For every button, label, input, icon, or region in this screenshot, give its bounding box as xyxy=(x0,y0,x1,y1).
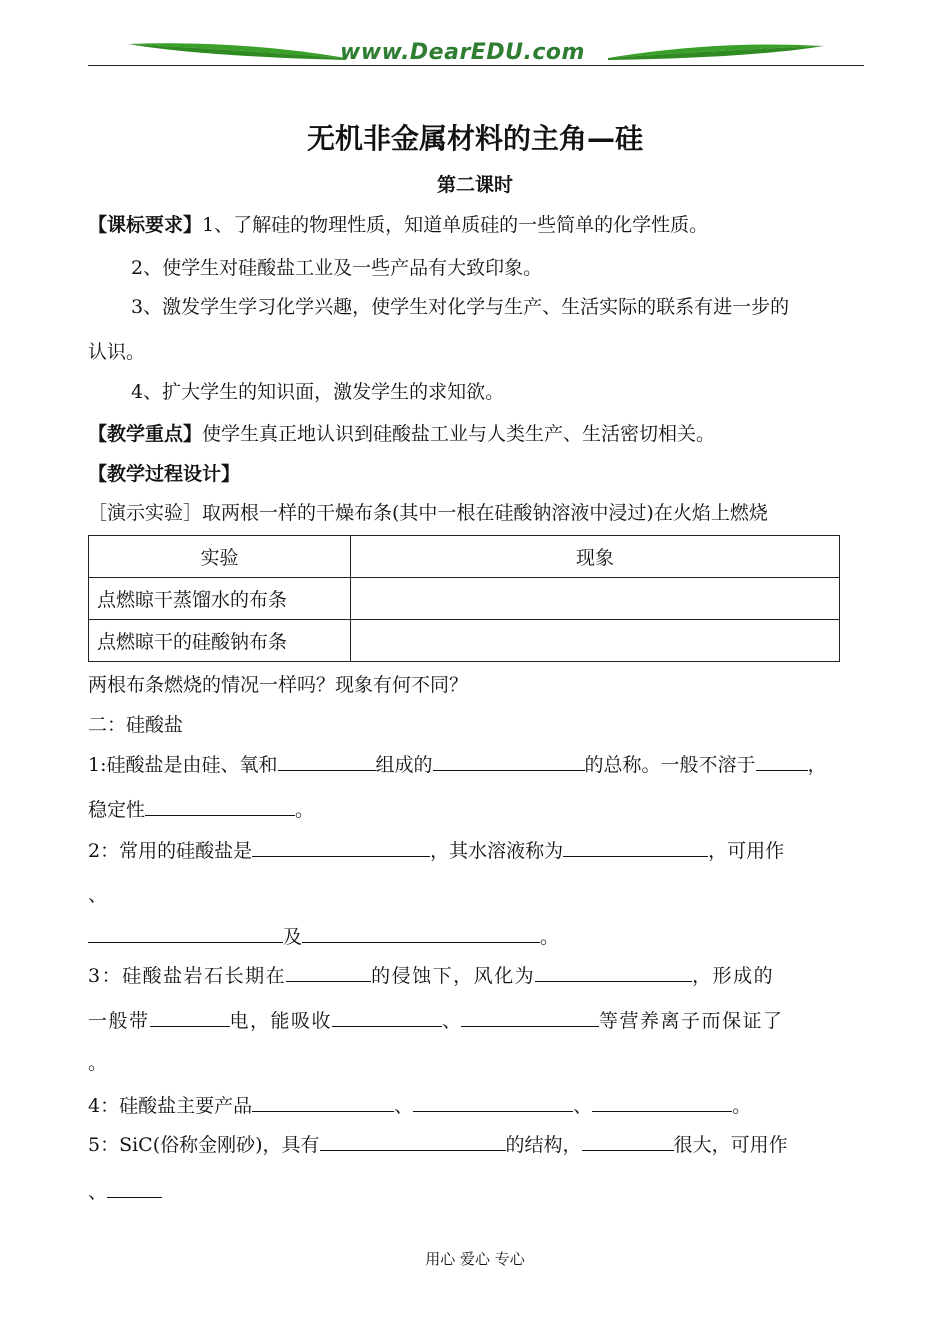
fill-blank[interactable] xyxy=(88,924,283,943)
requirements-item-2: 2、使学生对硅酸盐工业及一些产品有大致印象。 xyxy=(131,257,543,279)
q5-text: 的结构， xyxy=(505,1134,582,1156)
fill-blank[interactable] xyxy=(461,1008,599,1027)
q2-text: ，其水溶液称为 xyxy=(430,840,564,862)
table-cell: 点燃晾干的硅酸钠布条 xyxy=(89,620,351,662)
question-2-line-2: 、 xyxy=(88,884,108,906)
fill-blank[interactable] xyxy=(145,797,295,816)
requirements-item-3a: 3、激发学生学习化学兴趣，使学生对化学与生产、生活实际的联系有进一步的 xyxy=(131,296,790,318)
q2-text: 及 xyxy=(283,926,303,948)
page-title: 无机非金属材料的主角—硅 xyxy=(306,122,643,155)
q4-text: 、 xyxy=(394,1095,414,1117)
q3-text: 3：硅酸盐岩石长期在 xyxy=(88,965,287,987)
header-rule xyxy=(88,65,864,66)
question-3-line-3: 。 xyxy=(88,1052,108,1074)
q3-text: 电，能吸收 xyxy=(229,1010,333,1032)
question-1-line-2 xyxy=(88,795,314,822)
key-point-label: 【教学重点】 xyxy=(88,423,203,445)
table-cell xyxy=(351,578,840,620)
question-3-line-2 xyxy=(88,1006,784,1033)
fill-blank[interactable] xyxy=(535,963,692,982)
requirements-item-1: 1、了解硅的物理性质，知道单质硅的一些简单的化学性质。 xyxy=(202,214,709,236)
question-text: 两根布条燃烧的情况一样吗？现象有何不同？ xyxy=(88,674,469,696)
question-1-line-1 xyxy=(88,750,827,777)
page-footer: 用心 爱心 专心 xyxy=(425,1250,525,1268)
header-banner xyxy=(88,36,864,68)
fill-blank[interactable] xyxy=(320,1132,506,1151)
site-logo: www.DearEDU.com xyxy=(340,40,585,65)
requirements-label: 【课标要求】 xyxy=(88,214,203,236)
process-label: 【教学过程设计】 xyxy=(88,463,241,485)
q5-text: 很大，可用作 xyxy=(673,1134,788,1156)
fill-blank[interactable] xyxy=(332,1008,442,1027)
fill-blank[interactable] xyxy=(278,752,376,771)
q5-text: 、 xyxy=(88,1181,108,1203)
table-row xyxy=(89,620,840,662)
question-2-line-3 xyxy=(88,922,559,949)
question-2-line-1 xyxy=(88,836,784,863)
q3-text: ，形成的 xyxy=(692,965,775,987)
fill-blank[interactable] xyxy=(252,838,430,857)
table-row xyxy=(89,578,840,620)
experiment-table xyxy=(88,535,840,662)
question-5-line-2 xyxy=(88,1177,162,1204)
q1-text: ， xyxy=(807,754,827,776)
q1-text: 稳定性 xyxy=(88,799,146,821)
q1-text: 组成的 xyxy=(375,754,433,776)
q4-text: 。 xyxy=(732,1095,752,1117)
question-4-line xyxy=(88,1091,751,1118)
fill-blank[interactable] xyxy=(592,1093,732,1112)
q1-text: 。 xyxy=(295,799,315,821)
fill-blank[interactable] xyxy=(413,1093,573,1112)
table-header-cell: 现象 xyxy=(351,536,840,578)
fill-blank[interactable] xyxy=(150,1008,230,1027)
fill-blank[interactable] xyxy=(302,924,540,943)
q3-text: 、 xyxy=(442,1010,462,1032)
q4-text: 4：硅酸盐主要产品 xyxy=(88,1095,253,1117)
demo-text: ［演示实验］取两根一样的干燥布条(其中一根在硅酸钠溶液中浸过)在火焰上燃烧 xyxy=(88,502,768,524)
q2-text: 。 xyxy=(540,926,560,948)
q1-text: 的总称。一般不溶于 xyxy=(584,754,756,776)
q3-text: 等营养离子而保证了 xyxy=(599,1010,784,1032)
fill-blank[interactable] xyxy=(582,1132,674,1151)
requirements-line-1 xyxy=(88,210,708,237)
page-subtitle: 第二课时 xyxy=(436,174,513,196)
fill-blank[interactable] xyxy=(286,963,371,982)
requirements-item-3b: 认识。 xyxy=(88,341,146,363)
fill-blank[interactable] xyxy=(107,1179,162,1198)
fill-blank[interactable] xyxy=(433,752,585,771)
fill-blank[interactable] xyxy=(252,1093,394,1112)
q1-text: 1:硅酸盐是由硅、氧和 xyxy=(88,754,278,776)
question-5-line-1 xyxy=(88,1130,788,1157)
q2-text: 2：常用的硅酸盐是 xyxy=(88,840,253,862)
q2-text: ，可用作 xyxy=(708,840,785,862)
q5-text: 5：SiC(俗称金刚砂)，具有 xyxy=(88,1134,320,1156)
q3-text: 的侵蚀下，风化为 xyxy=(371,965,536,987)
table-cell: 点燃晾干蒸馏水的布条 xyxy=(89,578,351,620)
q3-text: 一般带 xyxy=(88,1010,150,1032)
key-point-text: 使学生真正地认识到硅酸盐工业与人类生产、生活密切相关。 xyxy=(202,423,716,445)
q4-text: 、 xyxy=(573,1095,593,1117)
table-cell xyxy=(351,620,840,662)
key-point-line xyxy=(88,419,715,446)
question-3-line-1 xyxy=(88,961,774,988)
fill-blank[interactable] xyxy=(756,752,808,771)
section-heading: 二：硅酸盐 xyxy=(88,714,184,736)
requirements-item-4: 4、扩大学生的知识面，激发学生的求知欲。 xyxy=(131,381,505,403)
table-header-cell: 实验 xyxy=(89,536,351,578)
fill-blank[interactable] xyxy=(563,838,708,857)
table-header-row xyxy=(89,536,840,578)
